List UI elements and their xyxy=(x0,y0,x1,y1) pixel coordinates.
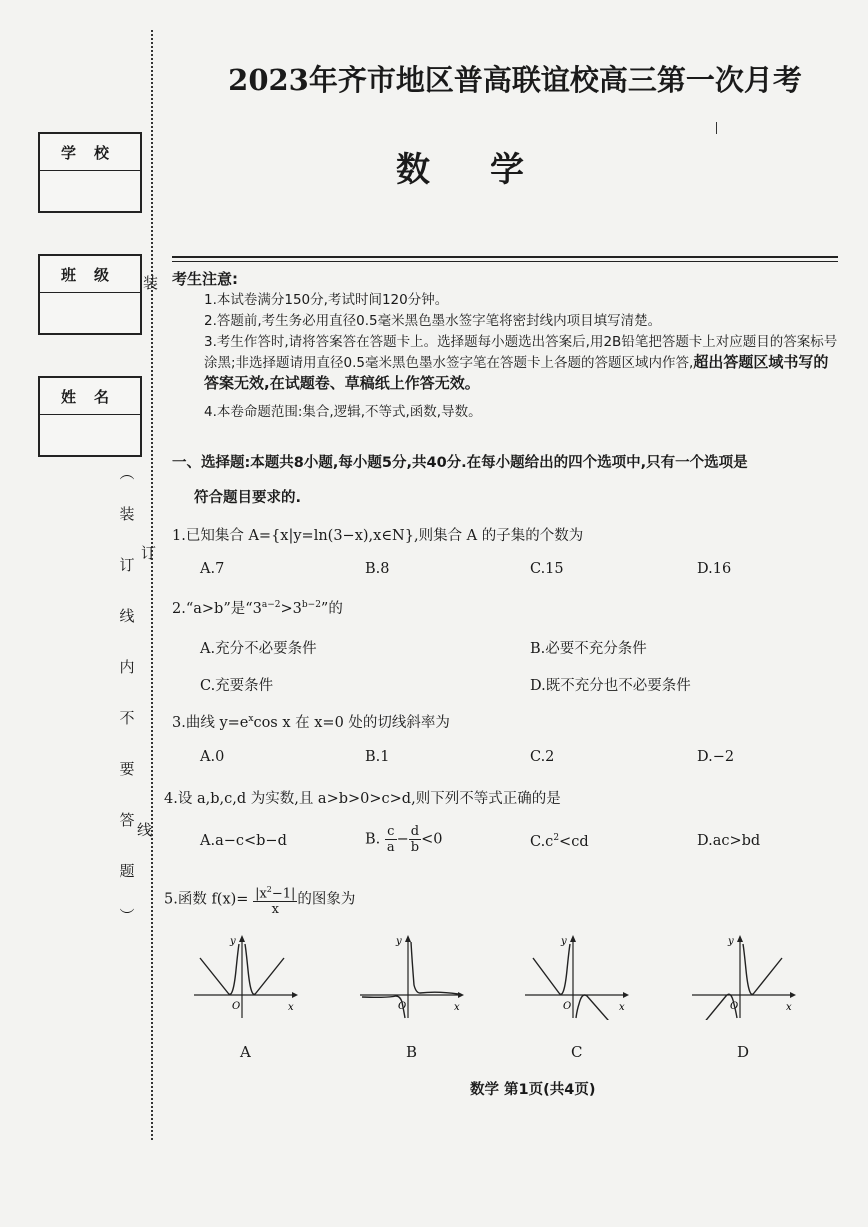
warn-char: 订 xyxy=(119,556,135,574)
binding-mark-xian: 线 xyxy=(137,821,153,839)
fraction xyxy=(409,824,421,855)
graph-b xyxy=(358,930,468,1020)
q5-num: |x xyxy=(255,886,267,902)
subject-title: 数学 xyxy=(396,150,584,190)
question-5 xyxy=(164,882,355,917)
axis-x-label: x xyxy=(288,1002,294,1013)
notice-item-2: 2.答题前,考生务必用直径0.5毫米黑色墨水签字笔将密封线内项目填写清楚。 xyxy=(204,313,662,329)
binding-dotted-line xyxy=(151,30,153,1140)
numerator: c xyxy=(385,824,397,840)
origin-label: O xyxy=(398,1001,407,1012)
q3-option-c: C.2 xyxy=(530,749,555,765)
warn-char: 要 xyxy=(119,760,135,778)
warn-char: 题 xyxy=(119,862,135,880)
question-4: 4.设 a,b,c,d 为实数,且 a>b>0>c>d,则下列不等式正确的是 xyxy=(164,791,561,807)
warn-char: ︵ xyxy=(119,464,135,482)
warn-char: 内 xyxy=(119,658,135,676)
stray-mark xyxy=(716,122,717,134)
warn-char: 不 xyxy=(119,709,135,727)
graph-c-label: C xyxy=(571,1043,583,1061)
q3-text: cos x 在 x=0 处的切线斜率为 xyxy=(253,715,450,731)
q2-text: 2.“a>b”是“3 xyxy=(172,601,262,617)
graph-b-label: B xyxy=(406,1043,418,1061)
q2-exponent: b−2 xyxy=(301,600,321,611)
axis-x-label: x xyxy=(454,1002,460,1013)
numerator: d xyxy=(410,824,420,839)
q4-b-op: − xyxy=(396,831,409,848)
q1-option-c: C.15 xyxy=(530,561,564,577)
q2-text: >3 xyxy=(280,601,302,617)
notice-item-1: 1.本试卷满分150分,考试时间120分钟。 xyxy=(204,292,449,308)
q4-b-prefix: B. xyxy=(365,831,381,848)
binding-mark-ding: 订 xyxy=(141,544,157,562)
q3-option-d: D.−2 xyxy=(697,749,735,765)
section-heading: 一、选择题:本题共8小题,每小题5分,共40分.在每小题给出的四个选项中,只有一个选项是 xyxy=(172,455,748,471)
axis-x-label: x xyxy=(619,1002,625,1013)
axis-y-label: y xyxy=(728,936,734,947)
notice-item-3-text: 3.考生作答时,请将答案答在答题卡上。选择题每小题选出答案后,用2B铅笔把答题卡上对应题目的答案标号涂黑;非选择题请用直径0.5毫米黑色墨水签字笔在答题卡上各题的答题区域内作答, xyxy=(204,334,838,371)
q4-b-tail: <0 xyxy=(421,831,443,848)
header-rule-thin xyxy=(172,261,838,262)
q1-option-a: A.7 xyxy=(200,561,225,577)
notice-item-4: 4.本卷命题范围:集合,逻辑,不等式,函数,导数。 xyxy=(204,404,482,420)
notice-item-3 xyxy=(204,332,840,394)
q2-option-d: D.既不充分也不必要条件 xyxy=(530,678,691,694)
page-footer: 数学 第1页(共4页) xyxy=(470,1082,596,1098)
notice-heading: 考生注意: xyxy=(172,270,238,288)
numerator xyxy=(253,882,297,902)
warn-char: 线 xyxy=(119,607,135,625)
warn-char: 装 xyxy=(119,505,135,523)
section-heading-cont: 符合题目要求的. xyxy=(194,490,302,506)
q5-num: −1| xyxy=(271,886,296,902)
graph-c xyxy=(523,930,633,1020)
q2-option-c: C.充要条件 xyxy=(200,678,274,694)
graph-a-label: A xyxy=(240,1043,251,1061)
origin-label: O xyxy=(563,1001,572,1012)
denominator: a xyxy=(386,840,395,855)
origin-label: O xyxy=(730,1001,739,1012)
axis-y-label: y xyxy=(230,936,236,947)
name-field[interactable] xyxy=(40,415,140,455)
warn-char: 答 xyxy=(119,811,135,829)
header-rule xyxy=(172,256,838,258)
q1-option-d: D.16 xyxy=(697,561,732,577)
q2-exponent: a−2 xyxy=(261,600,281,611)
q3-option-b: B.1 xyxy=(365,749,390,765)
q4-c-text: C.c xyxy=(530,833,554,850)
q5-num-exp: 2 xyxy=(266,885,272,894)
name-label: 姓名 xyxy=(40,378,140,415)
q4-option-a: A.a−c<b−d xyxy=(200,833,287,849)
warn-char: ︶ xyxy=(119,907,135,925)
q2-text: ”的 xyxy=(320,601,343,617)
axis-y-label: y xyxy=(561,936,567,947)
axis-y-label: y xyxy=(396,936,402,947)
question-1: 1.已知集合 A={x|y=ln(3−x),x∈N},则集合 A 的子集的个数为 xyxy=(172,528,584,544)
question-3 xyxy=(172,711,450,732)
school-field[interactable] xyxy=(40,171,140,211)
name-box xyxy=(38,376,142,457)
q3-option-a: A.0 xyxy=(200,749,225,765)
school-label: 学校 xyxy=(40,134,140,171)
q4-c-exponent: 2 xyxy=(553,833,560,843)
q5-text: 5.函数 f(x)= xyxy=(164,891,249,908)
graph-a xyxy=(192,930,302,1020)
fraction xyxy=(253,882,297,917)
q5-text: 的图象为 xyxy=(297,891,356,908)
class-field[interactable] xyxy=(40,293,140,333)
q4-c-text: <cd xyxy=(559,833,589,850)
q3-text: 3.曲线 y=e xyxy=(172,715,249,731)
class-box xyxy=(38,254,142,335)
q1-option-b: B.8 xyxy=(365,561,390,577)
exam-title: 2023年齐市地区普高联谊校高三第一次月考 xyxy=(228,63,802,97)
graph-d xyxy=(690,930,800,1020)
q4-option-d: D.ac>bd xyxy=(697,833,761,849)
class-label: 班级 xyxy=(40,256,140,293)
graph-d-label: D xyxy=(737,1043,750,1061)
notice-item-3-bold: 超出答题区域书写的答案无效,在试题卷、草稿纸上作答无效。 xyxy=(204,353,829,392)
denominator: x xyxy=(271,902,279,918)
origin-label: O xyxy=(232,1001,241,1012)
q3-exponent: x xyxy=(248,714,254,725)
denominator: b xyxy=(410,840,420,855)
q2-option-b: B.必要不充分条件 xyxy=(530,641,647,657)
q4-option-b xyxy=(365,824,443,855)
binding-mark-zhuang: 装 xyxy=(143,274,159,292)
fraction xyxy=(385,824,397,855)
q2-option-a: A.充分不必要条件 xyxy=(200,641,317,657)
axis-x-label: x xyxy=(786,1002,792,1013)
school-box xyxy=(38,132,142,213)
question-2 xyxy=(172,597,343,618)
q4-option-c xyxy=(530,833,589,850)
